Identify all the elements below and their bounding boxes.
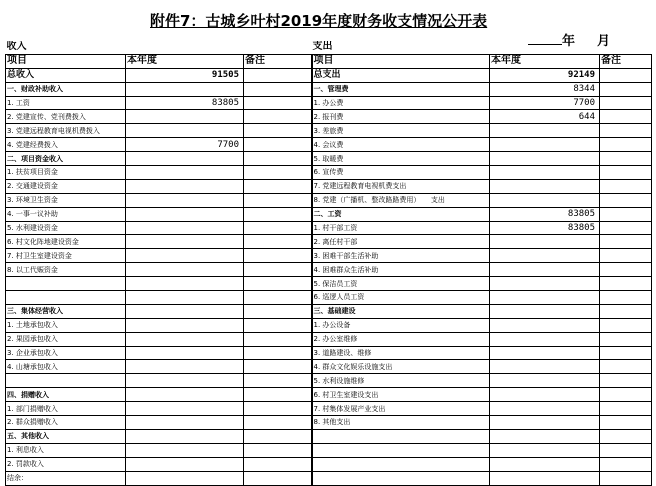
expense-item: 8. 其他支出 [312,416,490,430]
income-item: 7. 村卫生室建设资金 [6,249,126,263]
table-row [6,207,652,221]
income-value [126,249,244,263]
expense-item: 2. 报刊费 [312,110,490,124]
table-row [6,374,652,388]
expense-value [490,304,600,318]
expense-value: 83805 [490,221,600,235]
expense-note [600,207,652,221]
income-note [244,346,312,360]
table-row [6,402,652,416]
income-note [244,457,312,471]
income-note [244,318,312,332]
income-value [126,360,244,374]
income-item: 2. 果园承包收入 [6,332,126,346]
expense-note [600,179,652,193]
expense-value [490,179,600,193]
income-item: 2. 罚款收入 [6,457,126,471]
income-col-note: 备注 [244,54,312,68]
table-row [6,429,652,443]
expense-value [490,124,600,138]
income-note [244,207,312,221]
income-note [244,235,312,249]
income-note [244,193,312,207]
expense-value [490,374,600,388]
expense-note [600,416,652,430]
income-note [244,360,312,374]
table-row [6,138,652,152]
expense-item: 6. 宣传费 [312,166,490,180]
income-value [126,318,244,332]
expense-item: 3. 困难干部生活补助 [312,249,490,263]
table-row [6,457,652,471]
income-value [126,277,244,291]
income-value [126,221,244,235]
expense-note [600,221,652,235]
income-item: 结余： [6,471,126,485]
expense-item: 三、基础建设 [312,304,490,318]
expense-item [312,471,490,485]
income-value [126,263,244,277]
total-expense-label: 总支出 [312,68,490,82]
income-value [126,471,244,485]
income-value [126,374,244,388]
income-note [244,82,312,96]
table-row [6,249,652,263]
expense-item: 4. 困难群众生活补助 [312,263,490,277]
income-item: 三、集体经营收入 [6,304,126,318]
table-row [6,166,652,180]
expense-value: 8344 [490,82,600,96]
expense-item: 2. 办公室维修 [312,332,490,346]
expense-value [490,193,600,207]
income-value [126,402,244,416]
table-row [6,82,652,96]
income-value [126,332,244,346]
income-note [244,166,312,180]
table-row [6,124,652,138]
expense-note [600,193,652,207]
expense-note [600,96,652,110]
income-item: 二、项目资金收入 [6,152,126,166]
expense-value [490,429,600,443]
income-note [244,263,312,277]
expense-item: 二、工资 [312,207,490,221]
income-value [126,235,244,249]
expense-item: 8. 党建（广播机、整改路路费用） 支出 [312,193,490,207]
expense-note [600,277,652,291]
table-row [6,221,652,235]
expense-item [312,457,490,471]
income-item [6,291,126,305]
income-section-header: 收入 [6,41,312,54]
income-value [126,429,244,443]
expense-note [600,291,652,305]
expense-value [490,249,600,263]
expense-note [600,471,652,485]
income-value [126,193,244,207]
table-row [6,471,652,485]
finance-table [5,41,652,486]
expense-item: 6. 村卫生室建设支出 [312,388,490,402]
income-value [126,207,244,221]
expense-value: 83805 [490,207,600,221]
income-note [244,304,312,318]
income-value [126,346,244,360]
expense-note [600,138,652,152]
income-item: 3. 党建远程教育电视机费拨入 [6,124,126,138]
income-note [244,249,312,263]
expense-note [600,346,652,360]
table-row [6,291,652,305]
table-row [6,179,652,193]
income-item [6,277,126,291]
table-row [6,304,652,318]
expense-note [600,263,652,277]
income-col-year: 本年度 [126,54,244,68]
income-item: 1. 土地承包收入 [6,318,126,332]
expense-value [490,235,600,249]
table-row [6,388,652,402]
table-row [6,443,652,457]
income-value [126,304,244,318]
expense-note [600,457,652,471]
expense-item: 7. 村集体发展产业支出 [312,402,490,416]
income-item: 1. 工资 [6,96,126,110]
expense-item: 7. 党建远程教育电视机费支出 [312,179,490,193]
expense-value [490,263,600,277]
income-value: 83805 [126,96,244,110]
expense-item: 1. 办公费 [312,96,490,110]
page-title: 附件7：古城乡叶村2019年度财务收支情况公开表 [150,12,488,30]
income-item: 3. 企业承包收入 [6,346,126,360]
income-note [244,402,312,416]
income-value [126,457,244,471]
expense-item: 5. 取暖费 [312,152,490,166]
income-item: 4. 一事一议补助 [6,207,126,221]
income-note [244,179,312,193]
income-value [126,443,244,457]
expense-value [490,138,600,152]
table-row [6,416,652,430]
expense-value [490,332,600,346]
expense-item: 2. 离任村干部 [312,235,490,249]
income-note [244,429,312,443]
income-note [244,221,312,235]
income-item: 2. 群众捐赠收入 [6,416,126,430]
total-income-note [244,68,312,82]
income-item: 3. 环境卫生资金 [6,193,126,207]
expense-note [600,318,652,332]
expense-note [600,166,652,180]
table-row [6,318,652,332]
income-note [244,277,312,291]
expense-value [490,291,600,305]
income-note [244,124,312,138]
table-row [6,193,652,207]
expense-note [600,402,652,416]
table-row [6,332,652,346]
income-value [126,179,244,193]
income-note [244,291,312,305]
expense-item [312,429,490,443]
income-item: 1. 利息收入 [6,443,126,457]
expense-item: 3. 差旅费 [312,124,490,138]
income-note [244,416,312,430]
expense-note [600,374,652,388]
expense-item: 4. 群众文化娱乐设施支出 [312,360,490,374]
income-note [244,96,312,110]
expense-note [600,332,652,346]
total-expense-value: 92149 [490,68,600,82]
income-item: 1. 扶贫项目资金 [6,166,126,180]
expense-note [600,249,652,263]
expense-note [600,429,652,443]
income-item: 1. 部门捐赠收入 [6,402,126,416]
income-item: 一、财政补助收入 [6,82,126,96]
income-col-item: 项目 [6,54,126,68]
expense-value: 7700 [490,96,600,110]
expense-value [490,457,600,471]
income-item [6,374,126,388]
expense-item: 5. 保洁员工资 [312,277,490,291]
expense-item: 1. 办公设备 [312,318,490,332]
expense-note [600,360,652,374]
expense-value [490,346,600,360]
expense-item: 5. 水利设施维修 [312,374,490,388]
expense-value [490,388,600,402]
expense-item: 一、管理费 [312,82,490,96]
income-value [126,110,244,124]
expense-value [490,152,600,166]
table-row [6,96,652,110]
income-value [126,82,244,96]
expense-col-item: 项目 [312,54,490,68]
expense-value [490,471,600,485]
expense-item [312,443,490,457]
expense-item: 1. 村干部工资 [312,221,490,235]
expense-section-header: 支出 [312,41,652,54]
table-row [6,235,652,249]
income-note [244,388,312,402]
expense-note [600,82,652,96]
table-row [6,263,652,277]
month-label: 月 [597,34,611,49]
income-item: 4. 党建经费拨入 [6,138,126,152]
income-value [126,124,244,138]
expense-note [600,388,652,402]
income-note [244,471,312,485]
income-item: 2. 交通建设资金 [6,179,126,193]
expense-value [490,318,600,332]
income-note [244,443,312,457]
income-item: 6. 村文化阵地建设资金 [6,235,126,249]
income-value [126,166,244,180]
income-note [244,152,312,166]
expense-note [600,235,652,249]
expense-note [600,110,652,124]
income-note [244,138,312,152]
year-label: 年 [562,34,576,49]
income-note [244,332,312,346]
income-value [126,388,244,402]
expense-item: 4. 会议费 [312,138,490,152]
expense-value [490,166,600,180]
table-row [6,360,652,374]
expense-value: 644 [490,110,600,124]
total-income-label: 总收入 [6,68,126,82]
expense-col-note: 备注 [600,54,652,68]
total-expense-note [600,68,652,82]
table-row [6,277,652,291]
income-value: 7700 [126,138,244,152]
table-row [6,346,652,360]
expense-item: 6. 巡逻人员工资 [312,291,490,305]
income-value [126,152,244,166]
expense-note [600,443,652,457]
income-item: 2. 党建宣传、党刊费拨入 [6,110,126,124]
expense-col-year: 本年度 [490,54,600,68]
income-value [126,291,244,305]
total-income-value: 91505 [126,68,244,82]
income-note [244,110,312,124]
table-row [6,110,652,124]
table-row [6,152,652,166]
expense-value [490,277,600,291]
income-item: 五、其他收入 [6,429,126,443]
income-item: 5. 水利建设资金 [6,221,126,235]
expense-value [490,360,600,374]
income-value [126,416,244,430]
expense-note [600,124,652,138]
expense-value [490,443,600,457]
income-note [244,374,312,388]
income-item: 四、捐赠收入 [6,388,126,402]
expense-value [490,416,600,430]
expense-note [600,304,652,318]
expense-item: 3. 道路建设、维修 [312,346,490,360]
expense-value [490,402,600,416]
expense-note [600,152,652,166]
income-item: 4. 山塘承包收入 [6,360,126,374]
income-item: 8. 以工代赈资金 [6,263,126,277]
